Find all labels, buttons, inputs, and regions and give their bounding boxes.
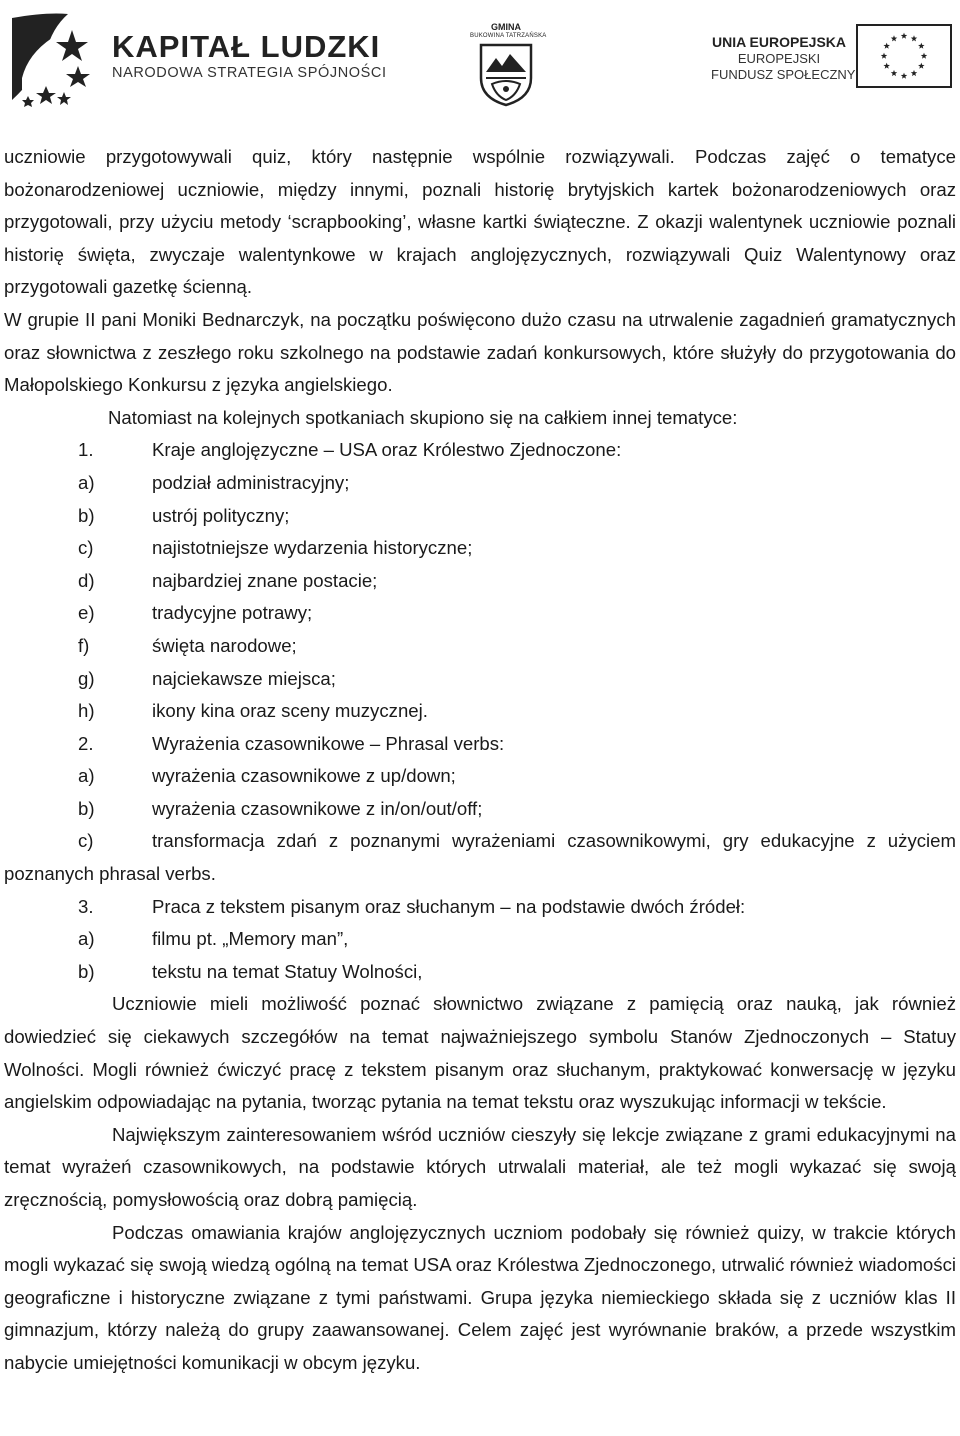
list-item-label: d) <box>78 569 95 591</box>
topics-intro: Natomiast na kolejnych spotkaniach skupiono się na całkiem innej tematyce: <box>108 406 738 428</box>
paragraph-text: Z okazji walentynek uczniowie poznali historię święta, zwyczaje walentynkowe w krajach anglojęzycznych, rozwiązywali Quiz Walentynowy oraz przygotowali gazetkę ścienną. <box>4 211 957 298</box>
section-number: 3. <box>78 895 94 917</box>
gmina-logo <box>470 22 547 108</box>
list-item-text: tekstu na temat Statuy Wolności, <box>152 960 423 982</box>
list-item <box>4 923 956 956</box>
section-number: 1. <box>78 439 94 461</box>
list-item-label: e) <box>78 602 95 624</box>
eu-flag-icon <box>856 24 952 88</box>
list-item <box>4 630 956 663</box>
eu-line-2: EUROPEJSKI <box>737 51 821 66</box>
list-item-text: najciekawsze miejsca; <box>152 667 336 689</box>
list-item-text: ustrój polityczny; <box>152 504 290 526</box>
list-item <box>4 956 956 989</box>
list-item-text: ikony kina oraz sceny muzycznej. <box>152 700 428 722</box>
list-item-text: transformacja zdań z poznanymi wyrażeniami czasownikowymi, gry edukacyjne z użyciem poznanych phrasal verbs. <box>4 830 956 885</box>
list-item-label: b) <box>78 504 95 526</box>
gmina-crest-icon <box>478 42 534 108</box>
list-item-text: filmu pt. „Memory man”, <box>152 928 349 950</box>
kapital-ludzki-logo-icon <box>6 8 106 108</box>
section-title: Wyrażenia czasownikowe – Phrasal verbs: <box>152 732 505 754</box>
list-item-text: najistotniejsze wydarzenia historyczne; <box>152 537 473 559</box>
document-body <box>4 141 956 1380</box>
list-item <box>4 597 956 630</box>
kapital-ludzki-title: KAPITAŁ LUDZKI <box>112 29 381 64</box>
list-item-label: a) <box>78 928 95 950</box>
list-item <box>4 695 956 728</box>
kapital-ludzki-subtitle: NARODOWA STRATEGIA SPÓJNOŚCI <box>112 65 387 81</box>
list-item-label: a) <box>78 471 95 493</box>
eu-line-1: UNIA EUROPEJSKA <box>711 34 847 50</box>
list-item-text: święta narodowe; <box>152 634 297 656</box>
list-item <box>4 532 956 565</box>
list-item <box>4 467 956 500</box>
paragraph-learning: Uczniowie mieli możliwość poznać słownictwo związane z pamięcią oraz nauką, jak również dowiedzieć się ciekawych szczegółów na temat najważniejszego symbolu Stanów Zjednoczonych – Statuy Wolności. Mogli również ćwiczyć pracę z tekstem pisanym oraz słuchanym, praktykować konwersację w języku angielskim odpowiadając na pytania, tworząc pytania na temat tekstu oraz wyszukując informacji w tekście. <box>4 993 956 1113</box>
section-heading <box>4 891 956 924</box>
list-item-label: b) <box>78 960 95 982</box>
paragraph-group-two <box>4 304 956 402</box>
paragraph-quizzes: Podczas omawiania krajów anglojęzycznych uczniom podobały się również quizy, w trakcie których mogli wykazać się swoją wiedzą ogólną na temat USA oraz Królestwa Zjednoczonego, utrwalić również wiadomości geograficzne i historyczne związane z tymi państwami. Grupa języka niemieckiego składa się z uczniów klas II gimnazjum, którzy należą do grupy zaawansowanej. Celem zajęć jest wyrównanie braków, a przede wszystkim nabycie umiejętności komunikacji w obcym języku. <box>4 1221 956 1373</box>
list-item <box>4 760 956 793</box>
paragraph-text: uczniowie przygotowywali quiz, który następnie wspólnie rozwiązywali. Podczas zajęć o tematyce bożonarodzeniowej uczniowie, między innymi, poznali historię brytyjskich kartek bożonarodzeniowych oraz przygotowali, przy użyciu metody ‘scrapbooking’, własne kartki świąteczne. <box>4 146 956 233</box>
list-item <box>4 500 956 533</box>
list-item <box>4 663 956 696</box>
gmina-subtitle: BUKOWINA TATRZAŃSKA <box>470 33 547 39</box>
kapital-ludzki-wordmark <box>112 30 387 82</box>
list-item-text: tradycyjne potrawy; <box>152 602 313 624</box>
list-item-label: b) <box>78 797 95 819</box>
paragraph-games: Największym zainteresowaniem wśród uczniów cieszyły się lekcje związane z grami edukacyjnymi na temat wyrażeń czasownikowych, na podstawie których utrwalali materiał, ale też mogli wykazać się swoją zręcznością, pomysłowością oraz dobrą pamięcią. <box>4 1123 956 1210</box>
list-item-label: c) <box>78 537 94 559</box>
eu-line-3: FUNDUSZ SPOŁECZNY <box>711 67 856 82</box>
list-item-label: f) <box>78 634 90 656</box>
list-item-text: wyrażenia czasownikowe z up/down; <box>152 765 456 787</box>
list-item-label: h) <box>78 700 95 722</box>
list-item-label: c) <box>78 830 94 852</box>
paragraph-text: W grupie II pani Moniki Bednarczyk, na początku poświęcono dużo czasu na utrwalenie zagadnień gramatycznych oraz słownictwa z zeszłego roku szkolnego na podstawie zadań konkursowych, które służyły do przygotowania do Małopolskiego Konkursu z języka angielskiego. <box>4 308 956 396</box>
section-heading <box>4 434 956 467</box>
list-item <box>4 565 956 598</box>
section-number: 2. <box>78 732 94 754</box>
list-item-text: podział administracyjny; <box>152 471 350 493</box>
eu-wordmark <box>711 34 856 83</box>
paragraph-quiz-christmas <box>4 141 956 304</box>
section-title: Praca z tekstem pisanym oraz słuchanym – na podstawie dwóch źródeł: <box>152 895 746 917</box>
section-title: Kraje anglojęzyczne – USA oraz Królestwo Zjednoczone: <box>152 439 622 461</box>
list-item-text: najbardziej znane postacie; <box>152 569 378 591</box>
gmina-name: GMINA <box>491 22 521 32</box>
list-item-label: g) <box>78 667 95 689</box>
list-item <box>4 825 956 890</box>
section-heading <box>4 728 956 761</box>
document-header <box>0 0 960 120</box>
list-item <box>4 793 956 826</box>
list-item-label: a) <box>78 765 95 787</box>
list-item-text: wyrażenia czasownikowe z in/on/out/off; <box>152 797 483 819</box>
